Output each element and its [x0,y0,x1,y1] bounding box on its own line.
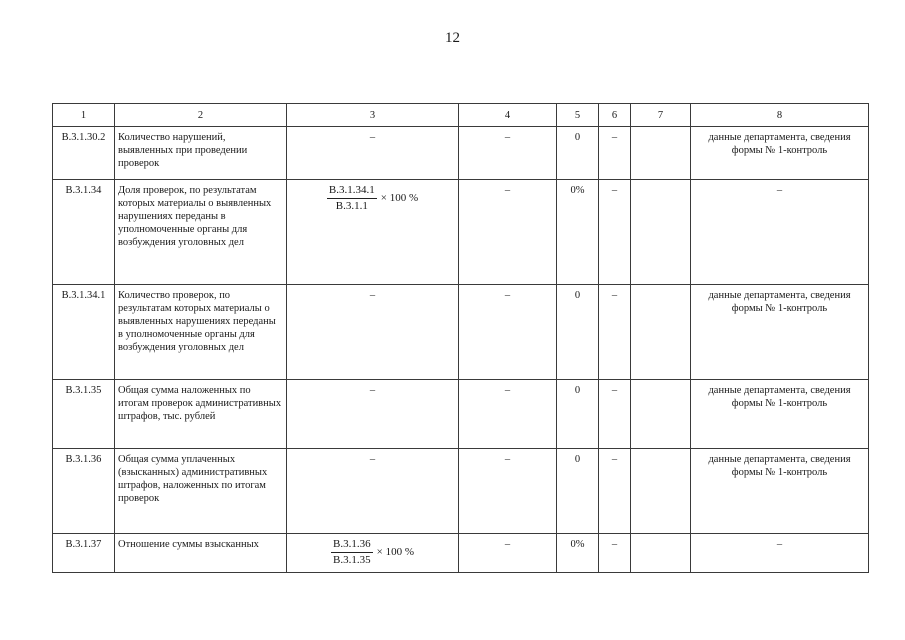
data-source: данные департамента, сведения формы № 1-контроль [691,449,869,534]
indicator-name: Количество проверок, по результатам которых материалы о выявленных нарушениях переданы в уполномоченные органы для возбуждения уголовных дел [115,285,287,380]
data-source: данные департамента, сведения формы № 1-контроль [691,285,869,380]
formula-numerator: В.3.1.34.1 [327,184,377,199]
indicator-name: Доля проверок, по результатам которых материалы о выявленных нарушениях переданы в уполномоченные органы для возбуждения уголовных дел [115,180,287,285]
indicator-code: В.3.1.37 [53,534,115,573]
column-header-6: 6 [599,104,631,127]
formula-fraction [331,538,414,567]
table-row [53,380,869,449]
indicator-formula [287,180,459,285]
table-row [53,127,869,180]
formula-multiplier: × 100 % [380,192,419,204]
indicator-formula [287,534,459,573]
indicator-code: В.3.1.36 [53,449,115,534]
indicator-name: Количество нарушений, выявленных при проведении проверок [115,127,287,180]
formula-multiplier: × 100 % [376,546,414,558]
table-row [53,285,869,380]
header-row [53,104,869,127]
column-5-value: 0 [557,285,599,380]
column-6-value: – [599,127,631,180]
formula-denominator: В.3.1.35 [333,554,371,566]
data-source: данные департамента, сведения формы № 1-контроль [691,127,869,180]
formula-denominator: В.3.1.1 [335,200,368,212]
indicator-name: Общая сумма уплаченных (взысканных) административных штрафов, наложенных по итогам проверок [115,449,287,534]
column-7-value [631,127,691,180]
column-4-value: – [459,285,557,380]
column-header-7: 7 [631,104,691,127]
indicator-code: В.3.1.34.1 [53,285,115,380]
column-6-value: – [599,380,631,449]
data-source: данные департамента, сведения формы № 1-контроль [691,380,869,449]
column-5-value: 0% [557,534,599,573]
table-body [53,127,869,573]
indicator-code: В.3.1.30.2 [53,127,115,180]
column-6-value: – [599,534,631,573]
indicators-table [52,103,869,573]
indicator-code: В.3.1.35 [53,380,115,449]
column-5-value: 0 [557,127,599,180]
column-5-value: 0 [557,449,599,534]
formula-numerator: В.3.1.36 [331,538,373,553]
indicator-name: Общая сумма наложенных по итогам проверок административных штрафов, тыс. рублей [115,380,287,449]
column-6-value: – [599,449,631,534]
indicator-formula: – [287,449,459,534]
page-number: 12 [445,30,460,46]
column-5-value: 0% [557,180,599,285]
data-source: – [691,180,869,285]
indicator-formula: – [287,285,459,380]
column-4-value: – [459,449,557,534]
column-4-value: – [459,534,557,573]
column-4-value: – [459,180,557,285]
column-7-value [631,534,691,573]
table-row [53,180,869,285]
column-header-5: 5 [557,104,599,127]
indicator-formula: – [287,380,459,449]
column-header-1: 1 [53,104,115,127]
column-4-value: – [459,127,557,180]
column-7-value [631,449,691,534]
column-5-value: 0 [557,380,599,449]
column-header-2: 2 [115,104,287,127]
column-6-value: – [599,285,631,380]
column-header-4: 4 [459,104,557,127]
column-4-value: – [459,380,557,449]
indicator-code: В.3.1.34 [53,180,115,285]
column-7-value [631,380,691,449]
column-7-value [631,285,691,380]
column-header-8: 8 [691,104,869,127]
indicator-name: Отношение суммы взысканных [115,534,287,573]
table-row [53,534,869,573]
indicator-formula: – [287,127,459,180]
formula-fraction [327,184,418,213]
column-header-3: 3 [287,104,459,127]
column-7-value [631,180,691,285]
column-6-value: – [599,180,631,285]
table-row [53,449,869,534]
data-source: – [691,534,869,573]
